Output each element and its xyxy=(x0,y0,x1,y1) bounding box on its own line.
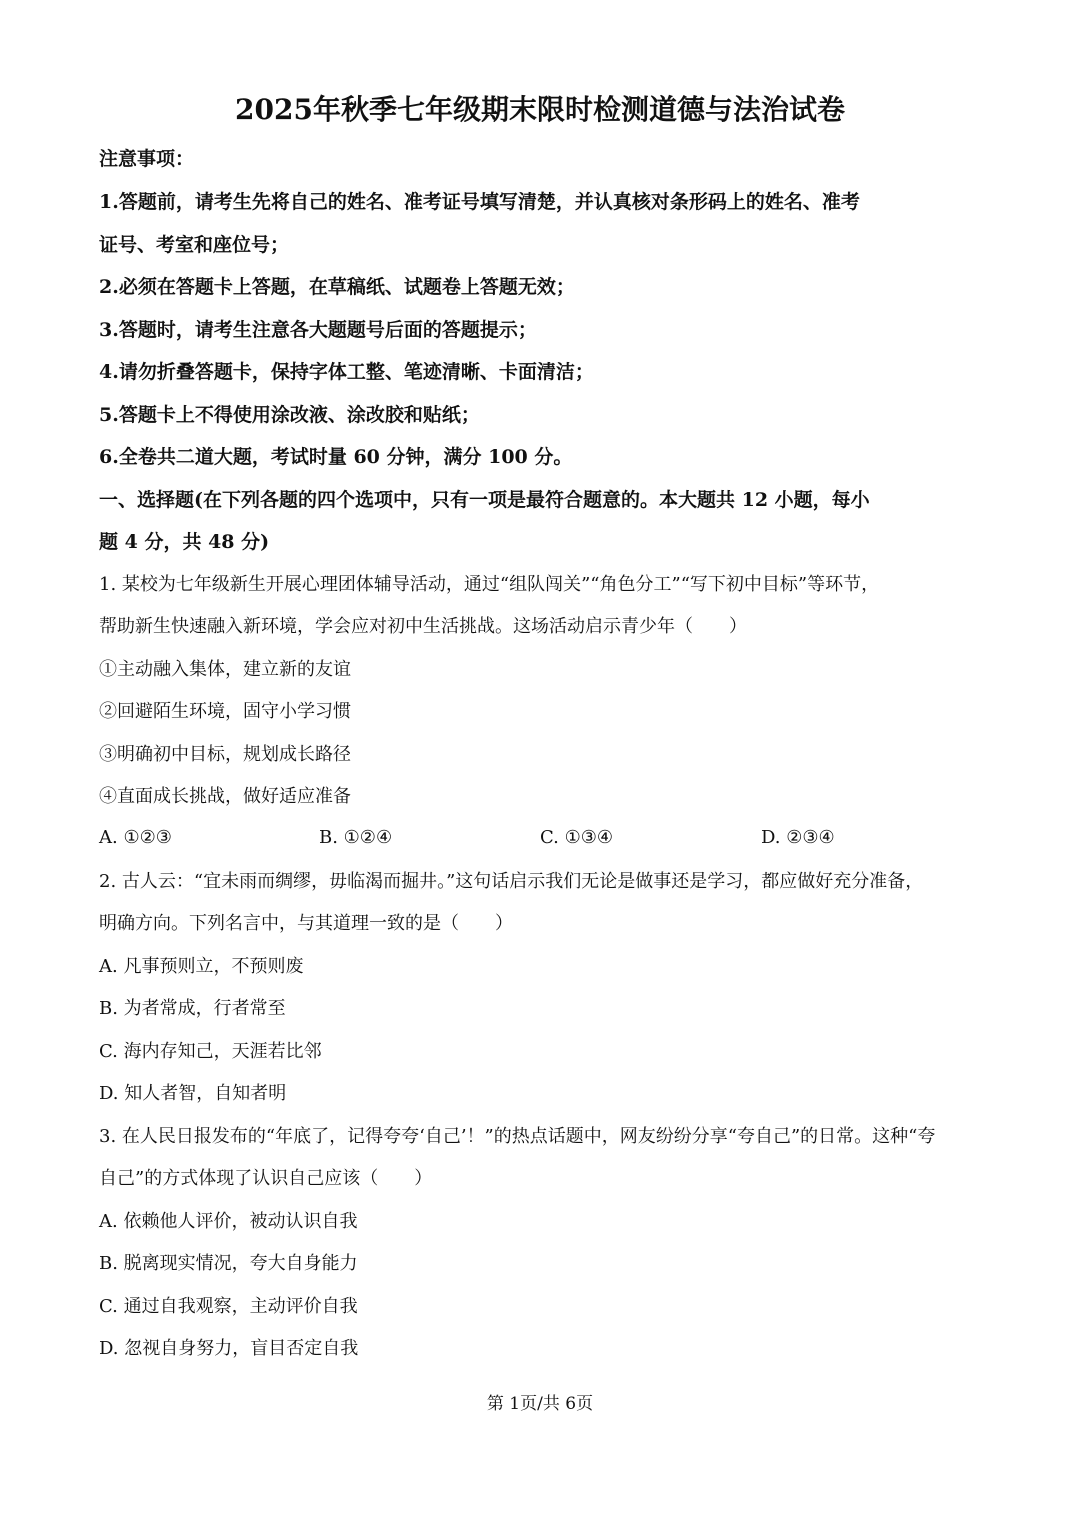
page-footer: 第 1页/共 6页 xyxy=(486,1394,594,1414)
q3-stem: 3. 在人民日报发布的“年底了，记得夸夸‘自己’！”的热点话题中，网友纷纷分享“夸自己”的日常。这种“夸 xyxy=(99,1126,936,1147)
q3-option-b: B. 脱离现实情况，夸大自身能力 xyxy=(99,1253,358,1274)
q2-option-d: D. 知人者智，自知者明 xyxy=(99,1083,287,1104)
q1-statement-1: ①主动融入集体，建立新的友谊 xyxy=(99,659,351,680)
q1-option-d: D. ②③④ xyxy=(761,827,835,848)
q1-option-b: B. ①②④ xyxy=(319,827,393,848)
q1-options xyxy=(0,817,1080,859)
q3-option-c: C. 通过自我观察，主动评价自我 xyxy=(99,1296,358,1317)
section-heading: 一、选择题(在下列各题的四个选项中，只有一项是最符合题意的。本大题共 12 小题，每小 xyxy=(99,489,870,511)
notice-item-6: 6.全卷共二道大题，考试时量 60 分钟，满分 100 分。 xyxy=(99,446,573,468)
notice-item-4: 4.请勿折叠答题卡，保持字体工整、笔迹清晰、卡面清洁； xyxy=(99,361,594,383)
notice-item-1-cont: 证号、考室和座位号； xyxy=(99,234,290,256)
q1-statement-4: ④直面成长挑战，做好适应准备 xyxy=(99,786,351,807)
notice-item-3: 3.答题时，请考生注意各大题题号后面的答题提示； xyxy=(99,319,537,341)
q2-stem: 2. 古人云：“宜未雨而绸缪，毋临渴而掘井。”这句话启示我们无论是做事还是学习，都应做好充分准备， xyxy=(99,871,924,892)
q1-option-c: C. ①③④ xyxy=(540,827,613,848)
q3-option-d: D. 忽视自身努力，盲目否定自我 xyxy=(99,1338,359,1359)
notice-item-2: 2.必须在答题卡上答题，在草稿纸、试题卷上答题无效； xyxy=(99,276,575,298)
q3-stem-cont: 自己”的方式体现了认识自己应该（ ） xyxy=(99,1168,433,1189)
q2-option-b: B. 为者常成，行者常至 xyxy=(99,998,286,1019)
q1-stem: 1. 某校为七年级新生开展心理团体辅导活动，通过“组队闯关”“角色分工”“写下初中目标”等环节， xyxy=(99,574,880,595)
q2-stem-cont: 明确方向。下列名言中，与其道理一致的是（ ） xyxy=(99,913,513,934)
q1-statement-3: ③明确初中目标，规划成长路径 xyxy=(99,744,351,765)
q2-option-c: C. 海内存知己，天涯若比邻 xyxy=(99,1041,322,1062)
notice-item-1: 1.答题前，请考生先将自己的姓名、准考证号填写清楚，并认真核对条形码上的姓名、准考 xyxy=(99,191,860,213)
q1-option-a: A. ①②③ xyxy=(99,827,172,848)
notice-heading: 注意事项： xyxy=(99,148,195,170)
q1-stem-cont: 帮助新生快速融入新环境，学会应对初中生活挑战。这场活动启示青少年（ ） xyxy=(99,616,747,637)
page-title: 2025年秋季七年级期末限时检测道德与法治试卷 xyxy=(235,93,845,126)
q1-statement-2: ②回避陌生环境，固守小学习惯 xyxy=(99,701,351,722)
section-heading-cont: 题 4 分，共 48 分) xyxy=(99,531,270,553)
notice-item-5: 5.答题卡上不得使用涂改液、涂改胶和贴纸； xyxy=(99,404,480,426)
q2-option-a: A. 凡事预则立，不预则废 xyxy=(99,956,304,977)
q3-option-a: A. 依赖他人评价，被动认识自我 xyxy=(99,1211,358,1232)
